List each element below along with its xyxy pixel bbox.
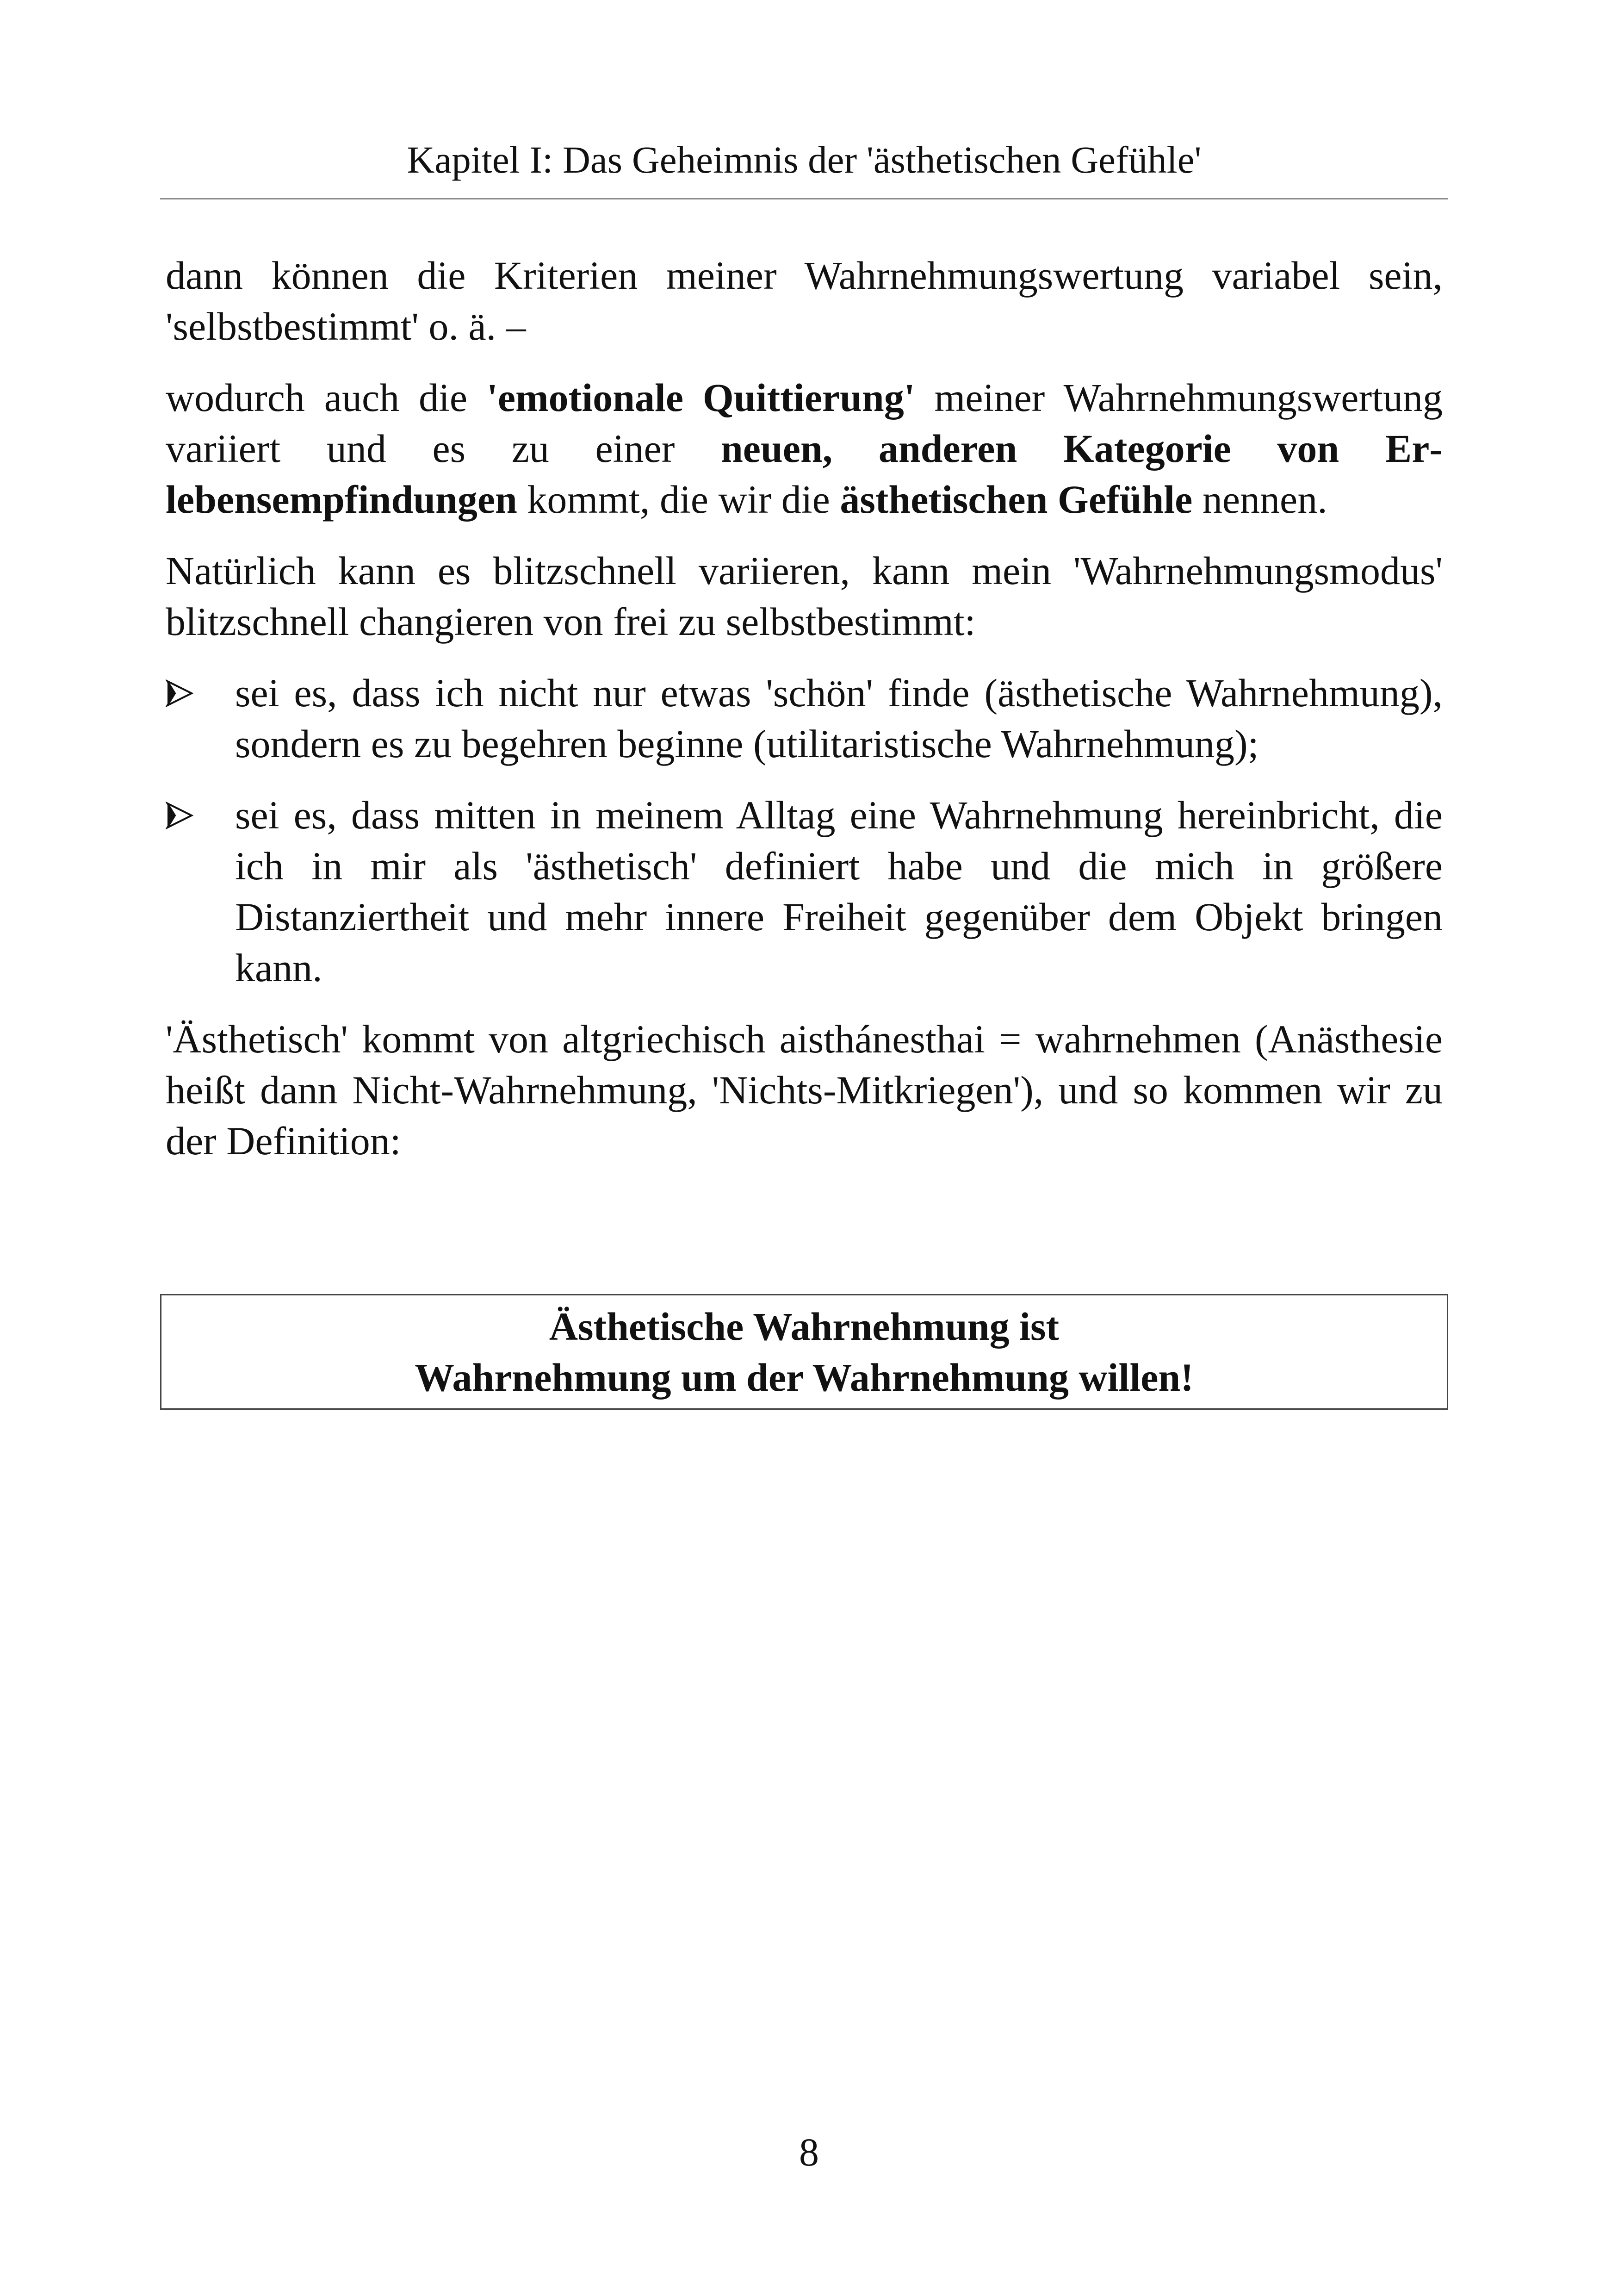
- bullet-text-1: sei es, dass ich nicht nur etwas 'schön' finde (ästhetische Wahrnehmung), sondern es zu begehren beginne (utilitaristische Wahrnehmung);: [235, 671, 1443, 766]
- list-item: [166, 667, 1443, 769]
- page-number: 8: [799, 2130, 819, 2174]
- paragraph-2-text-4: nennen.: [1192, 477, 1327, 522]
- paragraph-2: [166, 372, 1443, 525]
- body-text: [166, 250, 1443, 1187]
- emphasis-aesthetische-gefuehle: ästhetischen Gefühle: [840, 477, 1193, 522]
- bullet-list: [166, 667, 1443, 993]
- paragraph-2-text-2: meiner Wahrnehmungswertung variiert und es zu einer: [166, 375, 1443, 471]
- emphasis-neue-kategorie: neuen, anderen Kategorie von Erlebensempfindungen: [166, 426, 1443, 522]
- header-rule: [160, 198, 1448, 199]
- definition-box: [160, 1294, 1448, 1410]
- arrowhead-bullet-icon: [166, 679, 193, 707]
- paragraph-2-text-3: kommt, die wir die: [517, 477, 840, 522]
- paragraph-2-text-1: wodurch auch die: [166, 375, 487, 420]
- paragraph-4: 'Ästhetisch' kommt von altgriechisch aisthánesthai = wahrnehmen (Anästhesie heißt dann Nicht-Wahrnehmung, 'Nichts-Mitkriegen'), und so kommen wir zu der Definition:: [166, 1017, 1443, 1163]
- definition-line-2: Wahrnehmung um der Wahrnehmung willen!: [415, 1355, 1194, 1400]
- paragraph-1: dann können die Kriterien meiner Wahrnehmungswertung variabel sein, 'selbstbestimmt' o. ä. –: [166, 253, 1443, 348]
- emphasis-emotionale-quittierung: 'emotionale Quittierung': [486, 375, 915, 420]
- paragraph-3: Natürlich kann es blitzschnell variieren, kann mein 'Wahrnehmungsmodus' blitzschnell changieren von frei zu selbstbestimmt:: [166, 548, 1443, 644]
- list-item: [166, 790, 1443, 993]
- running-header: Kapitel I: Das Geheimnis der 'ästhetischen Gefühle': [407, 138, 1202, 181]
- bullet-text-2: sei es, dass mitten in meinem Alltag eine Wahrnehmung hereinbricht, die ich in mir als 'ästhetisch' definiert habe und die mich in größere Distanziertheit und mehr innere Freiheit gegenüber dem Objekt bringen kann.: [235, 793, 1443, 990]
- arrowhead-bullet-icon: [166, 802, 193, 829]
- definition-line-1: Ästhetische Wahrnehmung ist: [549, 1304, 1060, 1349]
